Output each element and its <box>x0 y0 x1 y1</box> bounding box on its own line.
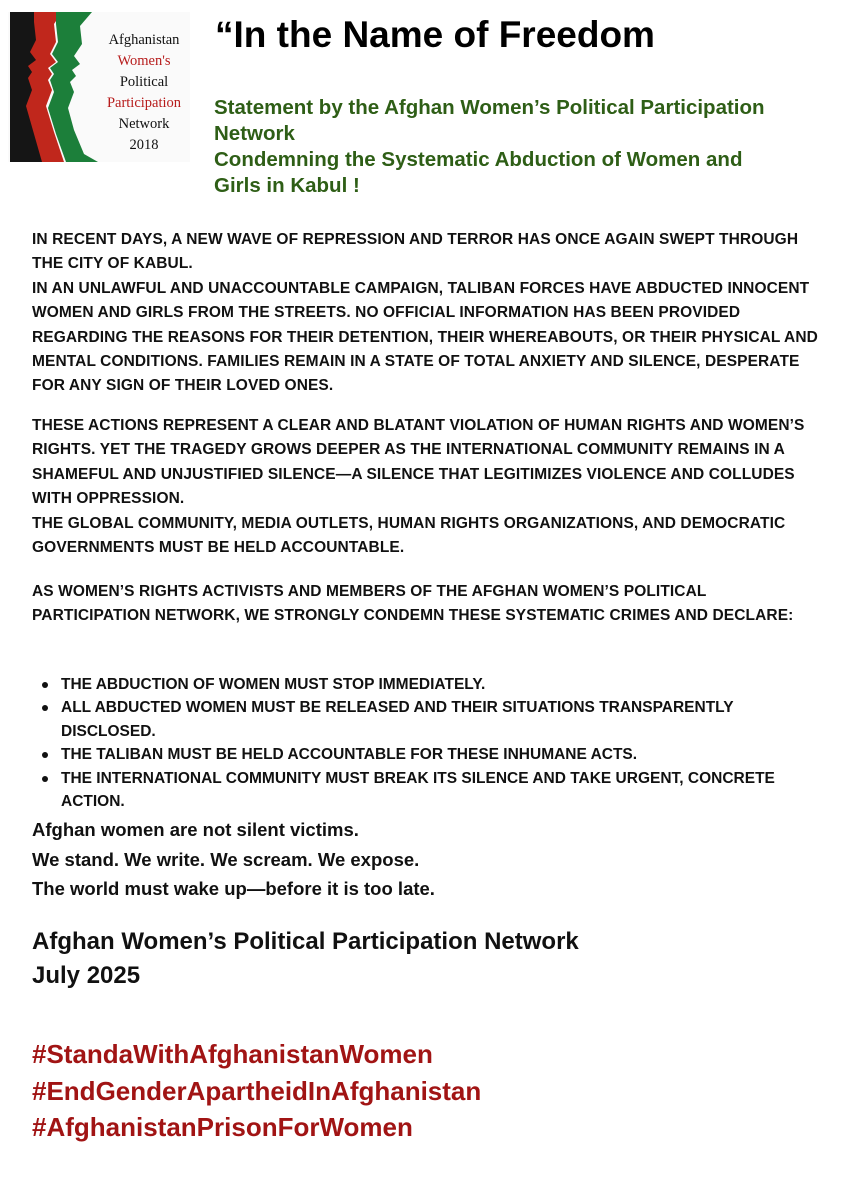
bullet-icon <box>42 682 48 688</box>
subtitle-line-4: Girls in Kabul ! <box>214 174 360 197</box>
demand-item <box>32 673 822 696</box>
demands-list <box>32 673 822 813</box>
bullet-icon <box>42 776 48 782</box>
network-logo <box>8 12 190 162</box>
demand-item <box>32 743 822 766</box>
logo-wordmark <box>94 30 194 156</box>
hashtag[interactable]: #EndGenderApartheidInAfghanistan <box>32 1075 482 1106</box>
paragraph-2-sentence-2: THE GLOBAL COMMUNITY, MEDIA OUTLETS, HUMAN RIGHTS ORGANIZATIONS, AND DEMOCRATIC GOVERNMENTS MUST BE HELD ACCOUNTABLE. <box>32 514 786 557</box>
paragraph-1-sentence-1: IN RECENT DAYS, A NEW WAVE OF REPRESSION AND TERROR HAS ONCE AGAIN SWEPT THROUGH THE CITY OF KABUL. <box>32 231 799 273</box>
logo-line-1: Afghanistan <box>108 32 180 48</box>
paragraph-1-sentence-2: IN AN UNLAWFUL AND UNACCOUNTABLE CAMPAIGN, TALIBAN FORCES HAVE ABDUCTED INNOCENT WOMEN AND GIRLS FROM THE STREETS. NO OFFICIAL INFORMATION HAS BEEN PROVIDED REGARDING THE REASONS FOR THEIR DETENTION, THEIR WHEREABOUTS, OR THEIR PHYSICAL AND MENTAL CONDITIONS. FAMILIES REMAIN IN A STATE OF TOTAL ANXIETY AND SILENCE, DESPERATE FOR ANY SIGN OF THEIR LOVED ONES. <box>32 279 818 395</box>
paragraph-3-text: AS WOMEN’S RIGHTS ACTIVISTS AND MEMBERS OF THE AFGHAN WOMEN’S POLITICAL PARTICIPATION NETWORK, WE STRONGLY CONDEMN THESE SYSTEMATIC CRIMES AND DECLARE: <box>32 583 794 625</box>
bullet-icon <box>42 705 48 711</box>
bullet-icon <box>42 752 48 758</box>
closing-line-1: Afghan women are not silent victims. <box>32 819 359 840</box>
demand-text: THE ABDUCTION OF WOMEN MUST STOP IMMEDIATELY. <box>61 676 486 693</box>
page-title: “In the Name of Freedom <box>215 14 655 55</box>
paragraph-violation <box>32 414 822 560</box>
paragraph-declaration <box>32 580 822 629</box>
demand-item <box>32 696 822 743</box>
logo-line-4: Participation <box>106 95 182 111</box>
logo-line-2: Women's <box>117 53 171 69</box>
demand-text: ALL ABDUCTED WOMEN MUST BE RELEASED AND THEIR SITUATIONS TRANSPARENTLY DISCLOSED. <box>61 699 734 740</box>
paragraph-2-sentence-1: THESE ACTIONS REPRESENT A CLEAR AND BLATANT VIOLATION OF HUMAN RIGHTS AND WOMEN’S RIGHTS. YET THE TRAGEDY GROWS DEEPER AS THE INTERNATIONAL COMMUNITY REMAINS IN A SHAMEFUL AND UNJUSTIFIED SILENCE—A SILENCE THAT LEGITIMIZES VIOLENCE AND COLLUDES WITH OPPRESSION. <box>32 417 805 508</box>
subtitle-line-3: Condemning the Systematic Abduction of Women and <box>214 148 743 171</box>
hashtags-block <box>32 1036 822 1146</box>
demand-text: THE INTERNATIONAL COMMUNITY MUST BREAK ITS SILENCE AND TAKE URGENT, CONCRETE ACTION. <box>61 769 775 811</box>
logo-line-3: Political <box>119 74 169 90</box>
closing-line-3: The world must wake up—before it is too late. <box>32 878 435 899</box>
profiles-graphic <box>8 12 98 162</box>
statement-subtitle <box>214 95 814 199</box>
logo-line-5: Network <box>118 116 170 132</box>
subtitle-line-2: Network <box>214 122 295 145</box>
logo-line-6: 2018 <box>129 137 159 153</box>
hashtag[interactable]: #StandaWithAfghanistanWomen <box>32 1039 433 1069</box>
signature-date: July 2025 <box>32 962 141 989</box>
signature-organization: Afghan Women’s Political Participation Network <box>32 928 579 955</box>
demand-text: THE TALIBAN MUST BE HELD ACCOUNTABLE FOR THESE INHUMANE ACTS. <box>61 746 638 764</box>
closing-line-2: We stand. We write. We scream. We expose. <box>32 848 420 870</box>
paragraph-repression <box>32 228 822 399</box>
hashtag[interactable]: #AfghanistanPrisonForWomen <box>32 1112 413 1142</box>
subtitle-line-1: Statement by the Afghan Women’s Political Participation <box>214 96 765 119</box>
demand-item <box>32 767 822 814</box>
closing-statement <box>32 815 822 904</box>
signature-block <box>32 925 822 993</box>
